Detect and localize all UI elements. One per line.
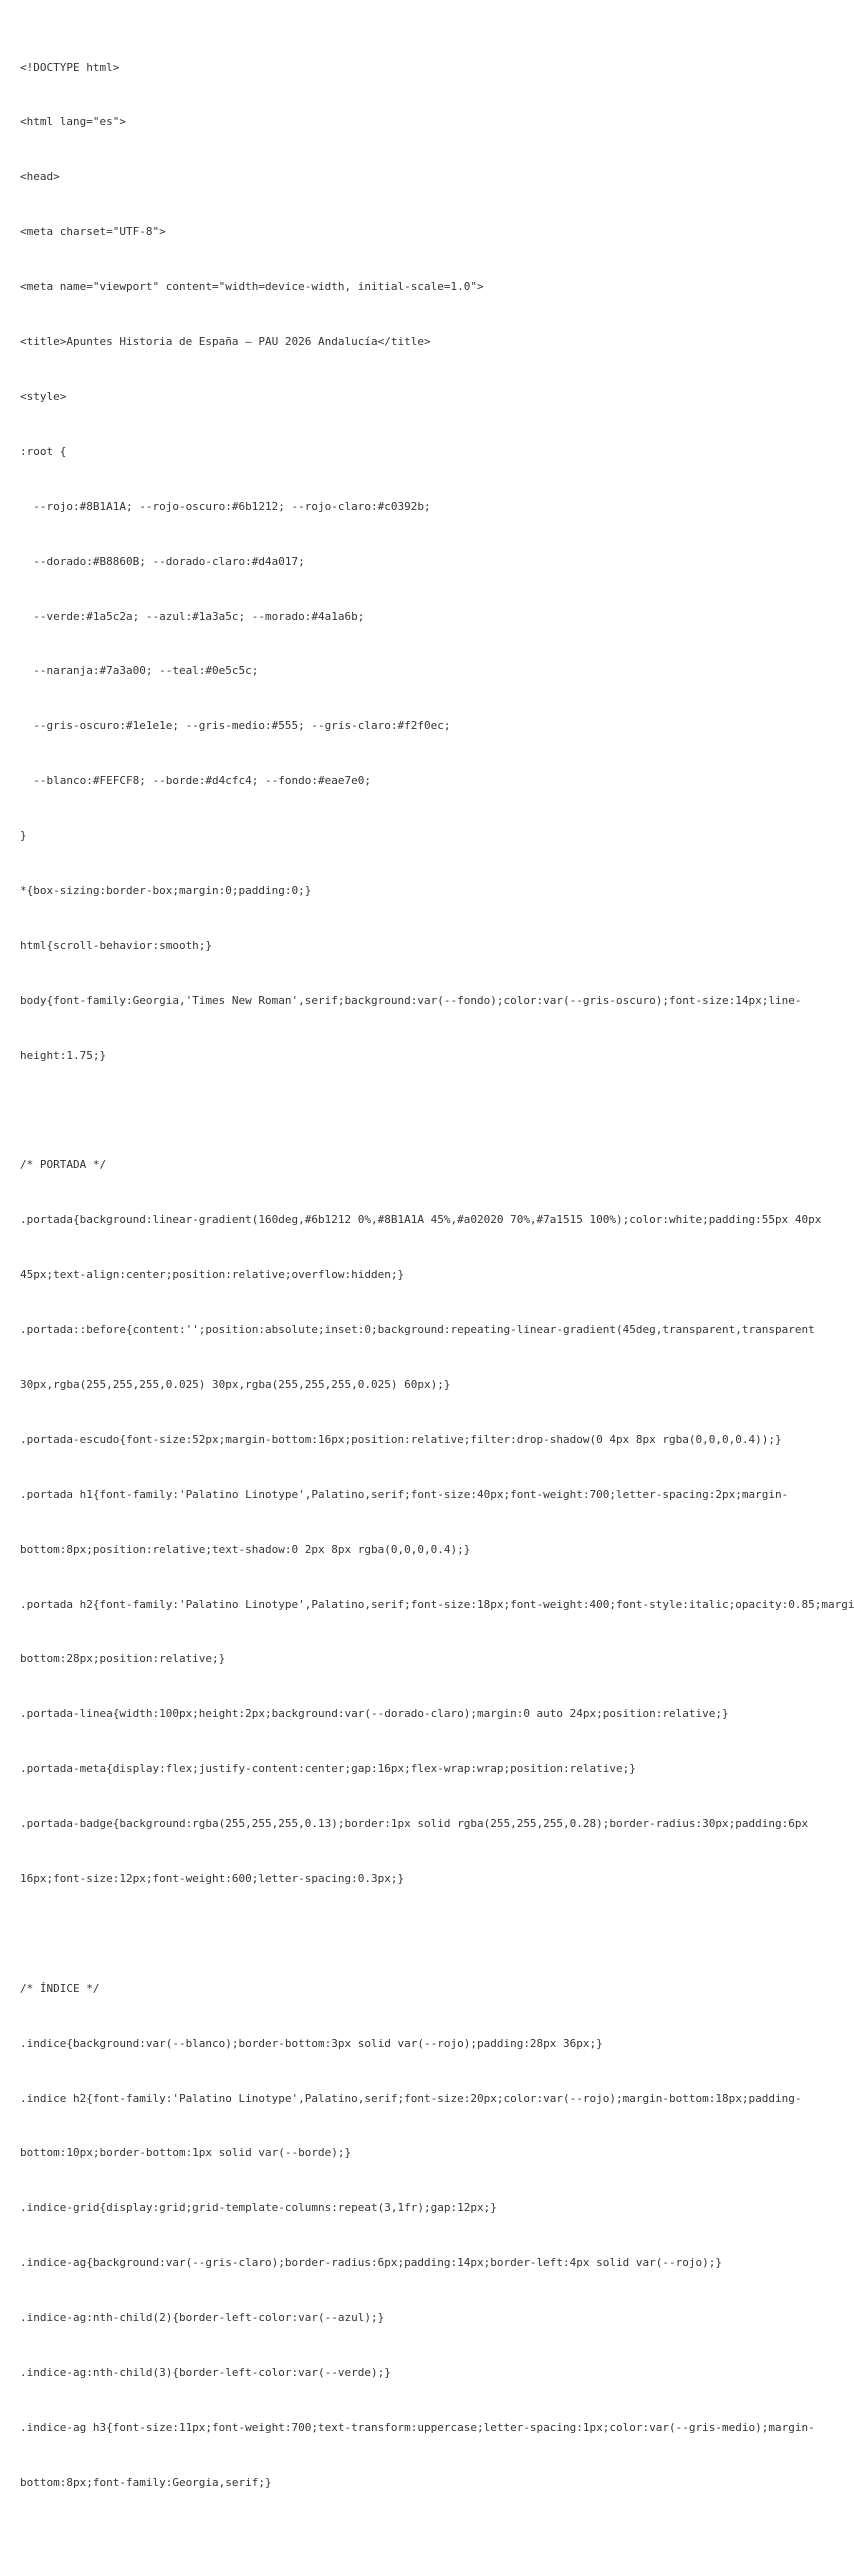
code-line: --verde:#1a5c2a; --azul:#1a3a5c; --morado:#4a1a6b; xyxy=(20,609,365,623)
code-line: .portada-escudo{font-size:52px;margin-bottom:16px;position:relative;filter:drop-shadow(0 4px 8px rgba(0,0,0,0.4));} xyxy=(20,1432,782,1446)
code-line: <html lang="es"> xyxy=(20,115,126,129)
code-line: --rojo:#8B1A1A; --rojo-oscuro:#6b1212; --rojo-claro:#c0392b; xyxy=(20,499,431,513)
code-line: 16px;font-size:12px;font-weight:600;letter-spacing:0.3px;} xyxy=(20,1871,405,1885)
code-line: .portada-badge{background:rgba(255,255,255,0.13);border:1px solid rgba(255,255,255,0.28);border-radius:30px;padding:6px xyxy=(20,1817,809,1831)
code-line: .portada::before{content:'';position:absolute;inset:0;background:repeating-linear-gradient(45deg,transparent,transparent xyxy=(20,1323,815,1337)
code-line: .portada-linea{width:100px;height:2px;background:var(--dorado-claro);margin:0 auto 24px;position:relative;} xyxy=(20,1707,729,1721)
code-line: bottom:10px;border-bottom:1px solid var(--borde);} xyxy=(20,2146,352,2160)
code-line: .indice-grid{display:grid;grid-template-columns:repeat(3,1fr);gap:12px;} xyxy=(20,2201,497,2215)
code-line: /* ÍNDICE */ xyxy=(20,1981,100,1995)
code-line: .indice-ag{background:var(--gris-claro);border-radius:6px;padding:14px;border-left:4px solid var(--rojo);} xyxy=(20,2256,722,2270)
code-line: bottom:28px;position:relative;} xyxy=(20,1652,226,1666)
code-line: bottom:8px;position:relative;text-shadow:0 2px 8px rgba(0,0,0,0.4);} xyxy=(20,1542,471,1556)
code-line xyxy=(20,2529,848,2547)
code-line: <meta charset="UTF-8"> xyxy=(20,225,166,239)
code-line: --dorado:#B8860B; --dorado-claro:#d4a017; xyxy=(20,554,305,568)
code-line: body{font-family:Georgia,'Times New Roman',serif;background:var(--fondo);color:var(--gris-oscuro);font-size:14px;line- xyxy=(20,993,802,1007)
code-line: html{scroll-behavior:smooth;} xyxy=(20,938,213,952)
code-line: <!DOCTYPE html> xyxy=(20,60,120,74)
code-line: } xyxy=(20,829,27,843)
code-line: .portada{background:linear-gradient(160deg,#6b1212 0%,#8B1A1A 45%,#a02020 70%,#7a1515 100%);color:white;padding:55px 40px xyxy=(20,1213,822,1227)
code-line: *{box-sizing:border-box;margin:0;padding:0;} xyxy=(20,883,312,897)
code-line: --blanco:#FEFCF8; --borde:#d4cfc4; --fondo:#eae7e0; xyxy=(20,774,371,788)
code-line: <title>Apuntes Historia de España – PAU 2026 Andalucía</title> xyxy=(20,335,431,349)
code-line: .indice-ag:nth-child(2){border-left-color:var(--azul);} xyxy=(20,2311,385,2325)
code-line: <head> xyxy=(20,170,60,184)
code-line: 45px;text-align:center;position:relative;overflow:hidden;} xyxy=(20,1268,405,1282)
code-line: height:1.75;} xyxy=(20,1048,107,1062)
code-line: .portada h2{font-family:'Palatino Linotype',Palatino,serif;font-size:18px;font-weight:400;font-style:italic;opacity:0.85;margi xyxy=(20,1597,854,1611)
code-line: <style> xyxy=(20,389,67,403)
code-line: --gris-oscuro:#1e1e1e; --gris-medio:#555; --gris-claro:#f2f0ec; xyxy=(20,719,451,733)
code-line: .indice h2{font-family:'Palatino Linotype',Palatino,serif;font-size:20px;color:var(--rojo);margin-bottom:18px;padding- xyxy=(20,2091,802,2105)
code-line: .indice-ag:nth-child(3){border-left-color:var(--verde);} xyxy=(20,2366,391,2379)
code-line xyxy=(20,1102,848,1120)
code-line: bottom:8px;font-family:Georgia,serif;} xyxy=(20,2475,272,2489)
code-line: .portada h1{font-family:'Palatino Linotype',Palatino,serif;font-size:40px;font-weight:700;letter-spacing:2px;margin- xyxy=(20,1487,789,1501)
code-line: 30px,rgba(255,255,255,0.025) 30px,rgba(255,255,255,0.025) 60px);} xyxy=(20,1377,451,1391)
code-line: <meta name="viewport" content="width=device-width, initial-scale=1.0"> xyxy=(20,280,484,294)
code-line: .indice{background:var(--blanco);border-bottom:3px solid var(--rojo);padding:28px 36px;} xyxy=(20,2036,603,2050)
code-line xyxy=(20,1925,848,1943)
code-line: /* PORTADA */ xyxy=(20,1158,107,1172)
code-line: .indice-ag h3{font-size:11px;font-weight:700;text-transform:uppercase;letter-spacing:1px;color:var(--gris-medio);margin- xyxy=(20,2420,815,2434)
code-line: --naranja:#7a3a00; --teal:#0e5c5c; xyxy=(20,664,259,678)
code-line: :root { xyxy=(20,444,67,458)
code-line: .portada-meta{display:flex;justify-content:center;gap:16px;flex-wrap:wrap;position:relative;} xyxy=(20,1762,636,1776)
